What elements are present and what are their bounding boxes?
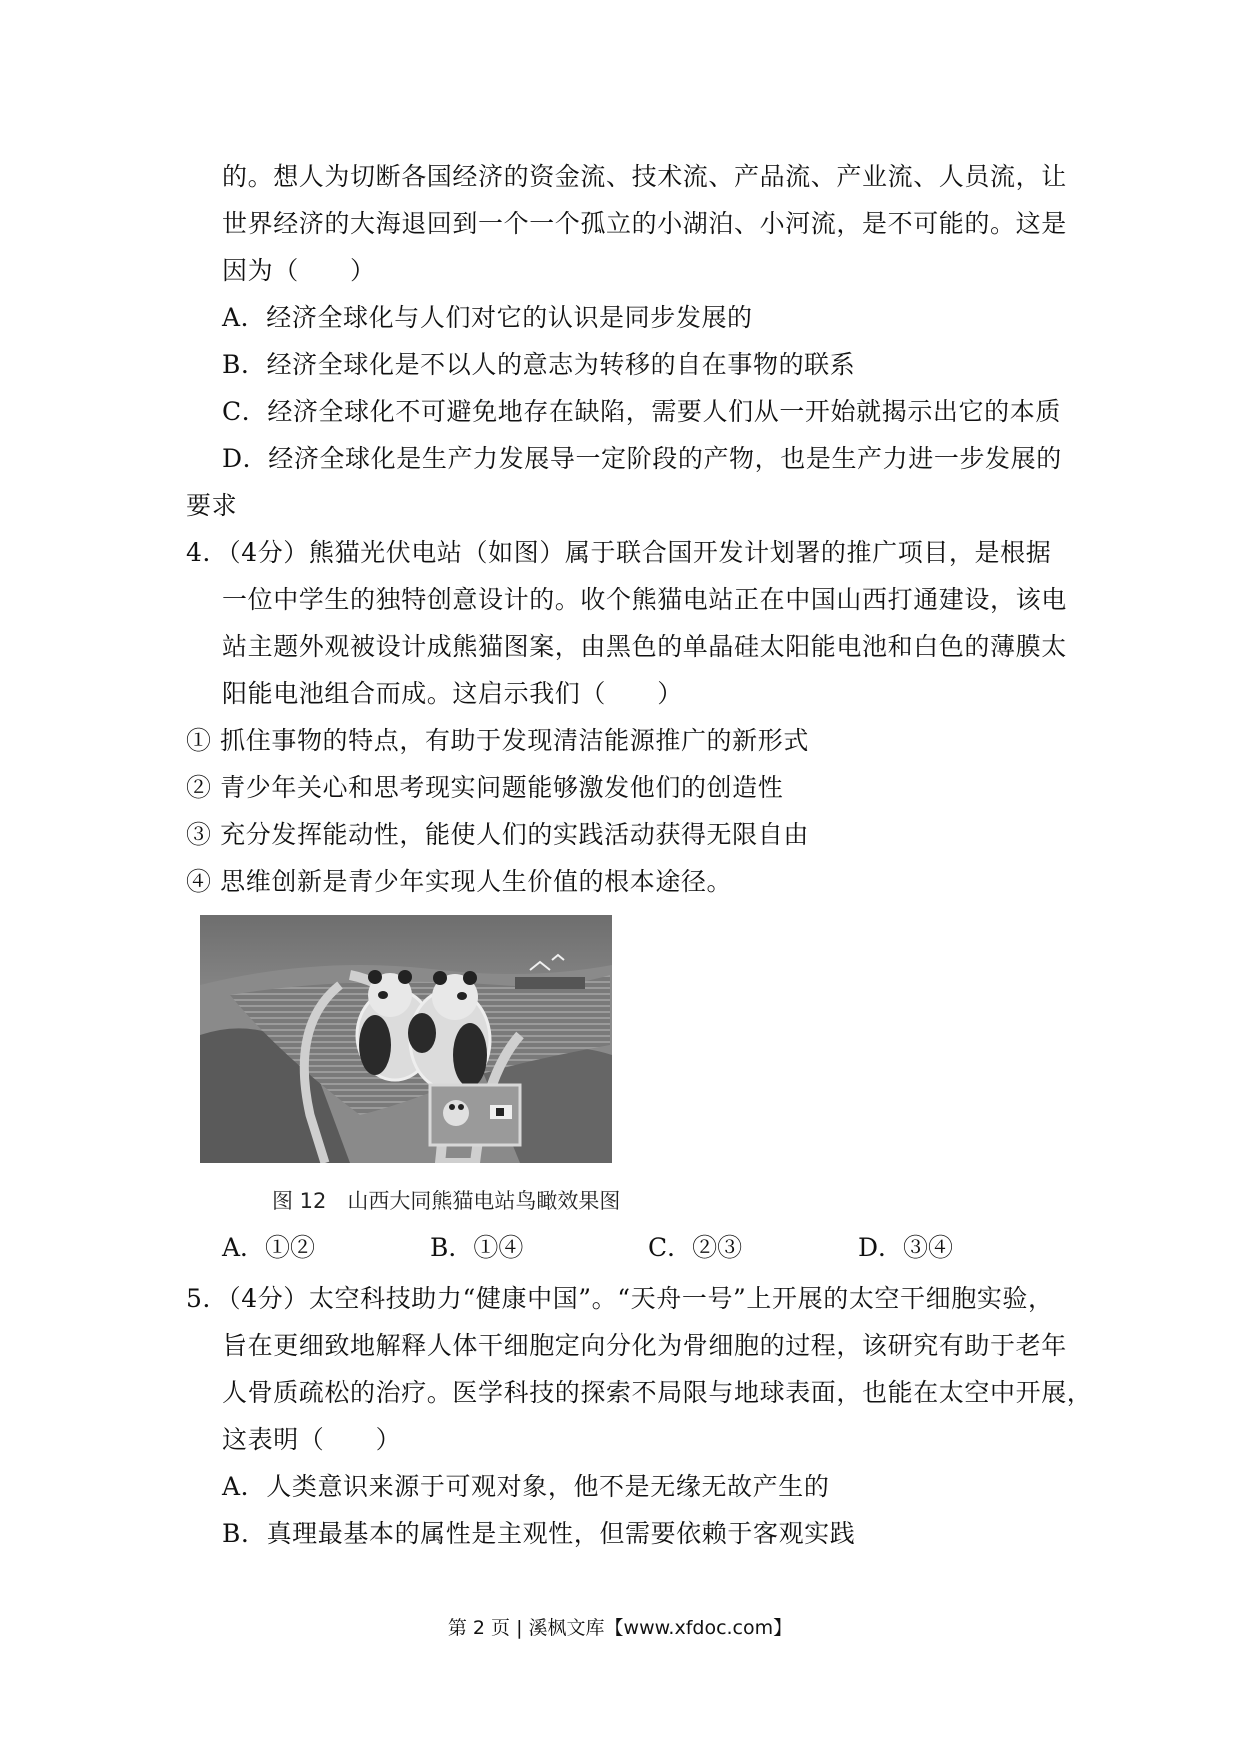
q5-stem-line: 5．（4分）太空科技助力“健康中国”。“天舟一号”上开展的太空干细胞实验， [186, 1284, 1054, 1313]
q3-option-d-continuation: 要求 [186, 491, 238, 520]
panda-power-station-image [200, 915, 612, 1163]
site-name: 溪枫文库【www.xfdoc.com】 [528, 1617, 793, 1639]
q4-option-b: B．①④ [430, 1233, 524, 1262]
q5-stem-line: 旨在更细致地解释人体干细胞定向分化为骨细胞的过程，该研究有助于老年 [222, 1331, 1067, 1360]
q3-option-d: D．经济全球化是生产力发展导一定阶段的产物，也是生产力进一步发展的 [222, 444, 1062, 473]
q5-option-b: B．真理最基本的属性是主观性，但需要依赖于客观实践 [222, 1519, 856, 1548]
q4-statement-4: ④ 思维创新是青少年实现人生价值的根本途径。 [186, 867, 733, 896]
q5-option-a: A．人类意识来源于可观对象，他不是无缘无故产生的 [222, 1472, 830, 1501]
page-footer [0, 1614, 1240, 1642]
q4-option-d: D．③④ [858, 1233, 954, 1262]
q4-option-c: C．②③ [648, 1233, 743, 1262]
footer-separator: | [516, 1617, 523, 1639]
q4-stem-line: 阳能电池组合而成。这启示我们（ ） [222, 679, 683, 708]
q4-option-a: A．①② [222, 1233, 316, 1262]
q3-stem-line: 因为（ ） [222, 256, 376, 285]
q4-stem-line: 一位中学生的独特创意设计的。收个熊猫电站正在中国山西打通建设，该电 [222, 585, 1067, 614]
figure-caption: 图 12 山西大同熊猫电站鸟瞰效果图 [272, 1189, 621, 1213]
q3-stem-line: 的。想人为切断各国经济的资金流、技术流、产品流、产业流、人员流，让 [222, 162, 1067, 191]
q4-statement-1: ① 抓住事物的特点，有助于发现清洁能源推广的新形式 [186, 726, 809, 755]
q3-stem-line: 世界经济的大海退回到一个一个孤立的小湖泊、小河流，是不可能的。这是 [222, 209, 1067, 238]
q3-option-c: C．经济全球化不可避免地存在缺陷，需要人们从一开始就揭示出它的本质 [222, 397, 1061, 426]
q5-stem-line: 这表明（ ） [222, 1425, 402, 1454]
q3-option-a: A．经济全球化与人们对它的认识是同步发展的 [222, 303, 753, 332]
page-number: 第 2 页 [447, 1617, 511, 1639]
q4-stem-line: 站主题外观被设计成熊猫图案，由黑色的单晶硅太阳能电池和白色的薄膜太 [222, 632, 1067, 661]
q4-stem-line: 4．（4分）熊猫光伏电站（如图）属于联合国开发计划署的推广项目，是根据 [186, 538, 1052, 567]
q4-statement-2: ② 青少年关心和思考现实问题能够激发他们的创造性 [186, 773, 784, 802]
q3-option-b: B．经济全球化是不以人的意志为转移的自在事物的联系 [222, 350, 856, 379]
q5-stem-line: 人骨质疏松的治疗。医学科技的探索不局限与地球表面，也能在太空中开展， [222, 1378, 1093, 1407]
q4-statement-3: ③ 充分发挥能动性，能使人们的实践活动获得无限自由 [186, 820, 809, 849]
